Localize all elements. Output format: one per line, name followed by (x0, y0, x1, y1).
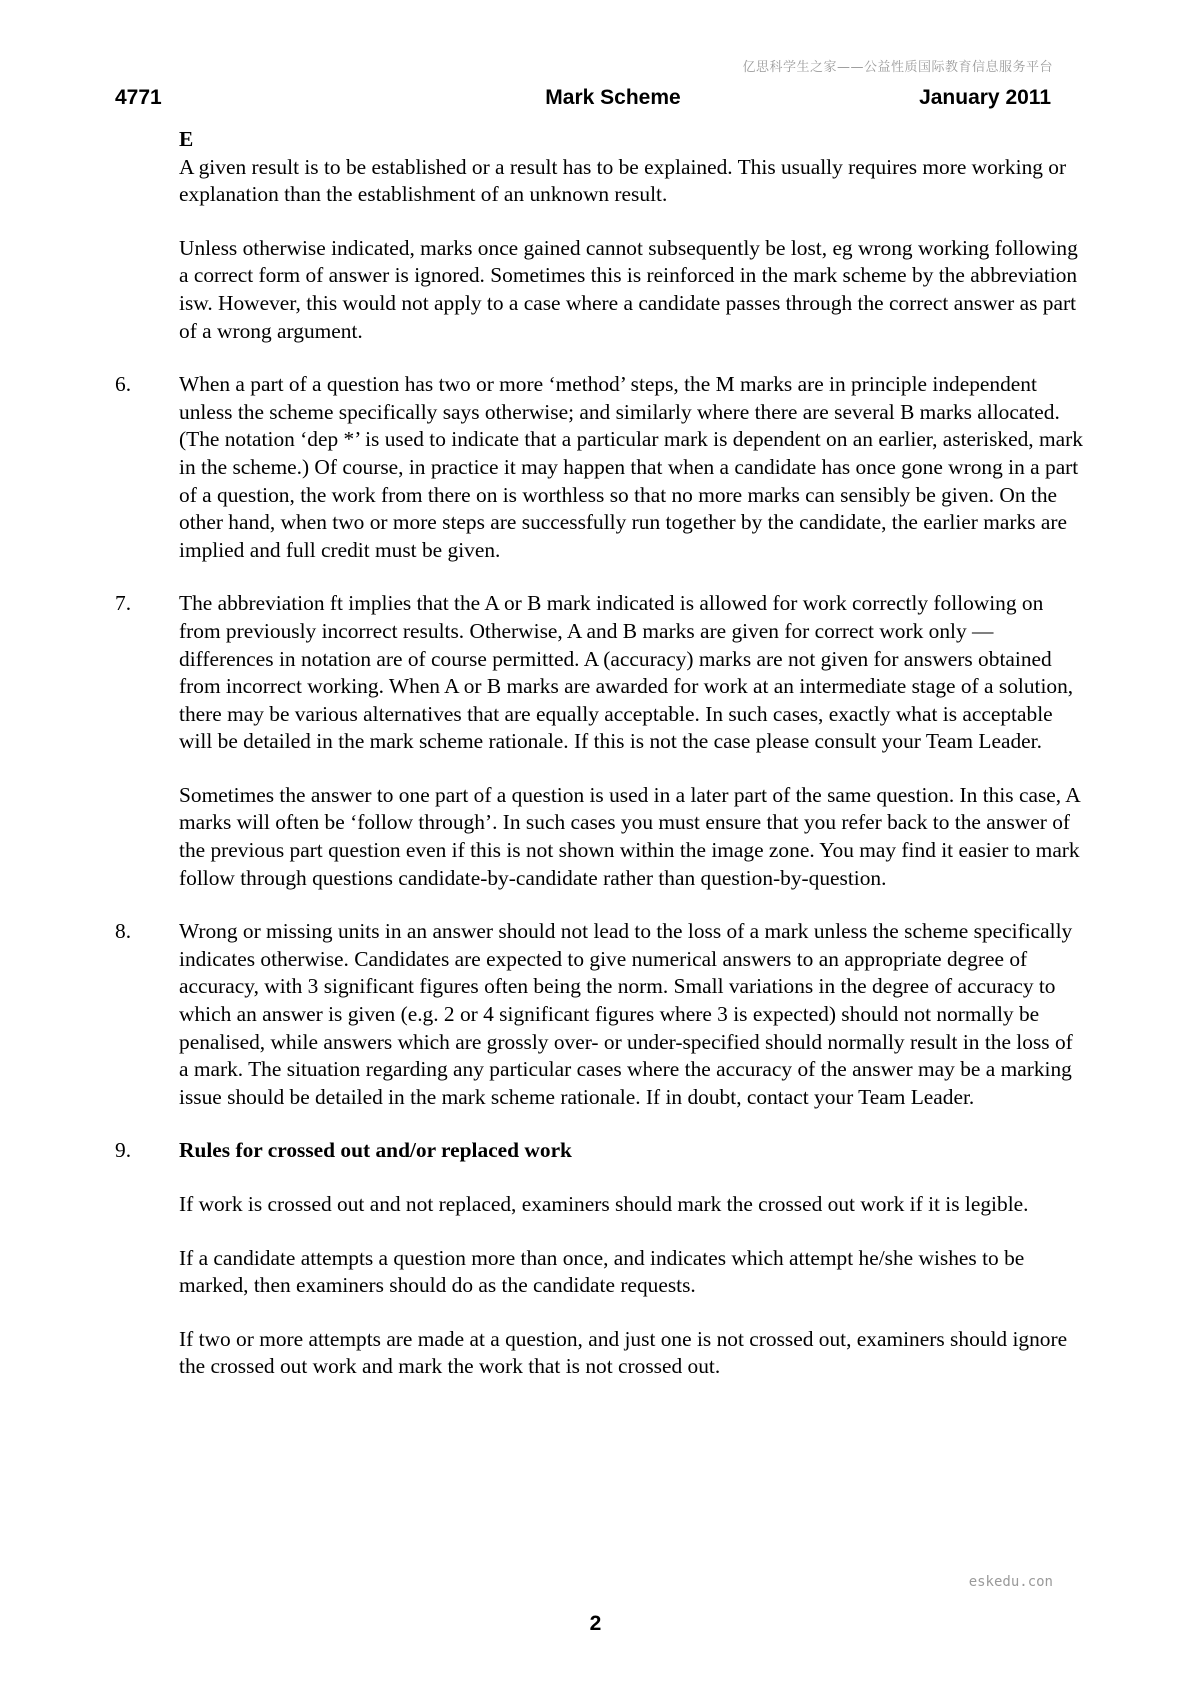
item-paragraph: When a part of a question has two or more ‘method’ steps, the M marks are in principle independent unless the scheme specifically says otherwise; and similarly where there are several B marks allocated. (The notation ‘dep *’ is used to indicate that a particular mark is dependent on an earlier, asterisked, mark in the scheme.) Of course, in practice it may happen that when a candidate has once gone wrong in a part of a question, the work from there on is worthless so that no more marks can sensibly be given. On the other hand, when two or more steps are successfully run together by the candidate, the earlier marks are implied and full credit must be given. (179, 372, 1083, 562)
paper-code: 4771 (115, 86, 162, 109)
page-number: 2 (589, 1612, 602, 1635)
item-9 (115, 1137, 1085, 1381)
bottom-watermark: eskedu.con (968, 1574, 1053, 1590)
item-number: 6. (115, 372, 132, 397)
item-paragraph: If a candidate attempts a question more than once, and indicates which attempt he/she wishes to be marked, then examiners should do as the candidate requests. (179, 1245, 1025, 1298)
item-7 (115, 590, 1085, 892)
item-paragraph: The abbreviation ft implies that the A or B mark indicated is allowed for work correctly following on from previously incorrect results. Otherwise, A and B marks are given for correct work only — differences in notation are of course permitted. A (accuracy) marks are not given for answers obtained from incorrect working. When A or B marks are awarded for work at an intermediate stage of a solution, there may be various alternatives that are equally acceptable. In such cases, exactly what is acceptable will be detailed in the mark scheme rationale. If this is not the case please consult your Team Leader. (179, 591, 1074, 754)
page-header (115, 86, 1051, 110)
section-e-paragraph-1: A given result is to be established or a result has to be explained. This usually requires more working or explanation than the establishment of an unknown result. (179, 154, 1067, 207)
header-date: January 2011 (919, 86, 1051, 109)
item-8 (115, 918, 1085, 1111)
section-e (179, 126, 1085, 345)
top-watermark: 亿思科学生之家——公益性质国际教育信息服务平台 (742, 60, 1053, 75)
item-paragraph: If work is crossed out and not replaced, examiners should mark the crossed out work if it is legible. (179, 1192, 1029, 1216)
item-paragraph: Sometimes the answer to one part of a question is used in a later part of the same question. In this case, A marks will often be ‘follow through’. In such cases you must ensure that you refer back to the answer of the previous part question even if this is not shown within the image zone. You may find it easier to mark follow through questions candidate-by-candidate rather than question-by-question. (179, 782, 1080, 890)
header-title: Mark Scheme (545, 86, 681, 109)
item-paragraph: Wrong or missing units in an answer should not lead to the loss of a mark unless the scheme specifically indicates otherwise. Candidates are expected to give numerical answers to an appropriate degree of accuracy, with 3 significant figures often being the norm. Small variations in the degree of accuracy to which an answer is given (e.g. 2 or 4 significant figures where 3 is expected) should not normally be penalised, while answers which are grossly over- or under-specified should normally result in the loss of a mark. The situation regarding any particular cases where the accuracy of the answer may be a marking issue should be detailed in the mark scheme rationale. If in doubt, contact your Team Leader. (179, 919, 1073, 1109)
document-body (115, 126, 1085, 1407)
item-6 (115, 371, 1085, 564)
item-number: 7. (115, 591, 132, 616)
item-number: 8. (115, 919, 132, 944)
item-heading: Rules for crossed out and/or replaced work (179, 1138, 572, 1163)
item-paragraph: If two or more attempts are made at a question, and just one is not crossed out, examiners should ignore the crossed out work and mark the work that is not crossed out. (179, 1326, 1068, 1379)
item-number: 9. (115, 1138, 132, 1163)
section-e-paragraph-2: Unless otherwise indicated, marks once gained cannot subsequently be lost, eg wrong working following a correct form of answer is ignored. Sometimes this is reinforced in the mark scheme by the abbreviation isw. However, this would not apply to a case where a candidate passes through the correct answer as part of a wrong argument. (179, 235, 1078, 343)
section-e-label: E (179, 127, 194, 151)
